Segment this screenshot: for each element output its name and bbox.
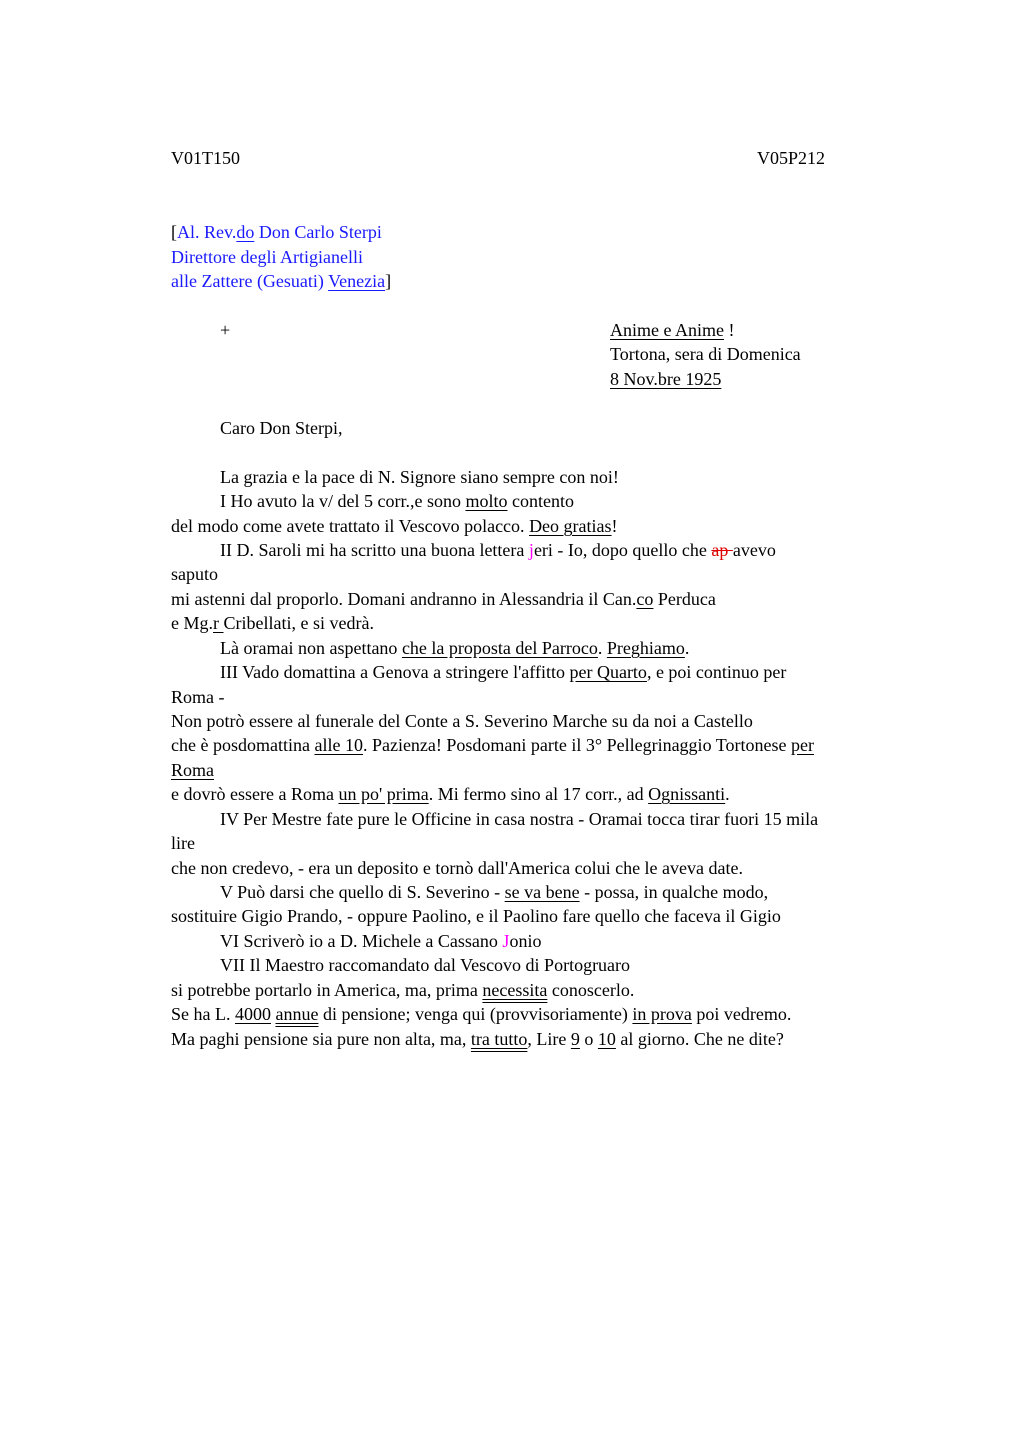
address-title: Al. Rev. bbox=[177, 222, 237, 242]
motto-text: Anime e Anime bbox=[610, 320, 724, 340]
text-run: III Vado domattina a Genova a stringere l'affitto bbox=[220, 662, 570, 682]
motto bbox=[610, 318, 734, 342]
doc-code-right: V05P212 bbox=[757, 148, 826, 168]
motto-excl: ! bbox=[723, 320, 735, 340]
underlined-run: per Quarto bbox=[569, 662, 647, 682]
text-run: . bbox=[597, 638, 607, 658]
double-underlined-run: tra tutto bbox=[470, 1029, 528, 1049]
body-line-15: IV Per Mestre fate pure le Officine in casa nostra - Oramai tocca tirar fuori 15 mila bbox=[220, 809, 819, 829]
text-run: Ma paghi pensione sia pure non alta, ma, bbox=[171, 1029, 471, 1049]
text-run: Cribellati, e si vedrà. bbox=[223, 613, 374, 633]
body-line-13: Roma bbox=[171, 760, 214, 780]
text-run: . bbox=[684, 638, 690, 658]
address-street: alle Zattere (Gesuati) bbox=[171, 271, 329, 291]
body-line-20 bbox=[220, 929, 541, 953]
body-line-16: lire bbox=[171, 833, 195, 853]
body-line-24 bbox=[171, 1027, 784, 1051]
address-city: Venezia bbox=[328, 271, 386, 291]
dateline-date: 8 Nov.bre 1925 bbox=[610, 369, 722, 389]
body-line-12 bbox=[171, 733, 814, 757]
text-run: I Ho avuto la v/ del 5 corr.,e sono bbox=[220, 491, 466, 511]
address-open-bracket: [ bbox=[171, 222, 177, 242]
text-run: avevo bbox=[732, 540, 776, 560]
text-run: ! bbox=[611, 516, 618, 536]
underlined-run: un po' prima bbox=[338, 784, 429, 804]
underlined-run: Deo gratias bbox=[529, 516, 612, 536]
text-run: - possa, in qualche modo, bbox=[579, 882, 769, 902]
text-run: onio bbox=[509, 931, 542, 951]
deleted-text: ap bbox=[711, 540, 733, 560]
address-title-suffix: do bbox=[236, 222, 255, 242]
text-run: V Può darsi che quello di S. Severino - bbox=[220, 882, 505, 902]
body-line-4 bbox=[220, 538, 776, 562]
underlined-run: Preghiamo bbox=[606, 638, 685, 658]
text-run: conoscerlo. bbox=[547, 980, 635, 1000]
underlined-run: Ognissanti bbox=[648, 784, 726, 804]
text-run: Là oramai non aspettano bbox=[220, 638, 402, 658]
underlined-run: per bbox=[790, 735, 814, 755]
body-line-22 bbox=[171, 978, 634, 1002]
body-line-9 bbox=[220, 660, 786, 684]
text-run: o bbox=[579, 1029, 598, 1049]
text-run: , Lire bbox=[527, 1029, 571, 1049]
text-run: poi vedremo. bbox=[691, 1004, 792, 1024]
body-line-11: Non potrò essere al funerale del Conte a S. Severino Marche su da noi a Castello bbox=[171, 711, 753, 731]
underlined-run: 9 bbox=[570, 1029, 580, 1049]
address-line-3 bbox=[171, 269, 391, 293]
underlined-run: 10 bbox=[597, 1029, 616, 1049]
underlined-run: r bbox=[213, 613, 224, 633]
text-run: del modo come avete trattato il Vescovo polacco. bbox=[171, 516, 530, 536]
text-run: . bbox=[725, 784, 730, 804]
body-line-18 bbox=[220, 880, 768, 904]
underlined-run: in prova bbox=[632, 1004, 692, 1024]
text-run: e Mg. bbox=[171, 613, 213, 633]
address-line-1 bbox=[171, 220, 382, 244]
text-run: che è posdomattina bbox=[171, 735, 315, 755]
text-run: si potrebbe portarlo in America, ma, prima bbox=[171, 980, 483, 1000]
underlined-run: se va bene bbox=[504, 882, 580, 902]
body-line-6 bbox=[171, 587, 716, 611]
text-run: e dovrò essere a Roma bbox=[171, 784, 339, 804]
double-underlined-run: annue bbox=[275, 1004, 319, 1024]
body-line-23 bbox=[171, 1002, 791, 1026]
address-line-2: Direttore degli Artigianelli bbox=[171, 247, 363, 267]
dateline-place: Tortona, sera di Domenica bbox=[610, 344, 801, 364]
text-run: di pensione; venga qui (provvisoriamente) bbox=[318, 1004, 633, 1024]
text-run: . Pazienza! Posdomani parte il 3° Pellegrinaggio Tortonese bbox=[362, 735, 791, 755]
text-run: mi astenni dal proporlo. Domani andranno in Alessandria il Can. bbox=[171, 589, 637, 609]
text-run: Se ha L. bbox=[171, 1004, 235, 1024]
body-line-21: VII Il Maestro raccomandato dal Vescovo di Portogruaro bbox=[220, 955, 631, 975]
underlined-run: alle 10 bbox=[314, 735, 363, 755]
double-underlined-run: necessita bbox=[482, 980, 548, 1000]
body-line-5: saputo bbox=[171, 564, 218, 584]
text-run: VI Scriverò io a D. Michele a Cassano bbox=[220, 931, 503, 951]
text-run: Perduca bbox=[653, 589, 716, 609]
text-run: eri - Io, dopo quello che bbox=[533, 540, 712, 560]
text-run: , e poi continuo per bbox=[646, 662, 787, 682]
cross-mark: + bbox=[220, 320, 231, 340]
body-line-17: che non credevo, - era un deposito e tornò dall'America colui che le aveva date. bbox=[171, 858, 743, 878]
text-run: contento bbox=[507, 491, 574, 511]
text-run: . Mi fermo sino al 17 corr., ad bbox=[428, 784, 649, 804]
body-line-1: La grazia e la pace di N. Signore siano sempre con noi! bbox=[220, 467, 619, 487]
salutation: Caro Don Sterpi, bbox=[220, 418, 343, 438]
body-line-14 bbox=[171, 782, 730, 806]
body-line-3 bbox=[171, 514, 618, 538]
address-close-bracket: ] bbox=[385, 271, 392, 291]
body-line-19: sostituire Gigio Prando, - oppure Paolino, e il Paolino fare quello che faceva il Gigio bbox=[171, 906, 781, 926]
text-run: al giorno. Che ne dite? bbox=[615, 1029, 784, 1049]
body-line-7 bbox=[171, 611, 374, 635]
underlined-run: co bbox=[636, 589, 654, 609]
doc-code-left: V01T150 bbox=[171, 148, 240, 168]
body-line-2 bbox=[220, 489, 574, 513]
underlined-run: 4000 bbox=[234, 1004, 271, 1024]
underlined-run: che la proposta del Parroco bbox=[401, 638, 598, 658]
body-line-8 bbox=[220, 636, 689, 660]
body-line-10: Roma - bbox=[171, 687, 225, 707]
address-name: Don Carlo Sterpi bbox=[254, 222, 382, 242]
inserted-letter: j bbox=[528, 540, 534, 560]
underlined-run: molto bbox=[465, 491, 508, 511]
inserted-letter: J bbox=[502, 931, 510, 951]
text-run: II D. Saroli mi ha scritto una buona lettera bbox=[220, 540, 529, 560]
